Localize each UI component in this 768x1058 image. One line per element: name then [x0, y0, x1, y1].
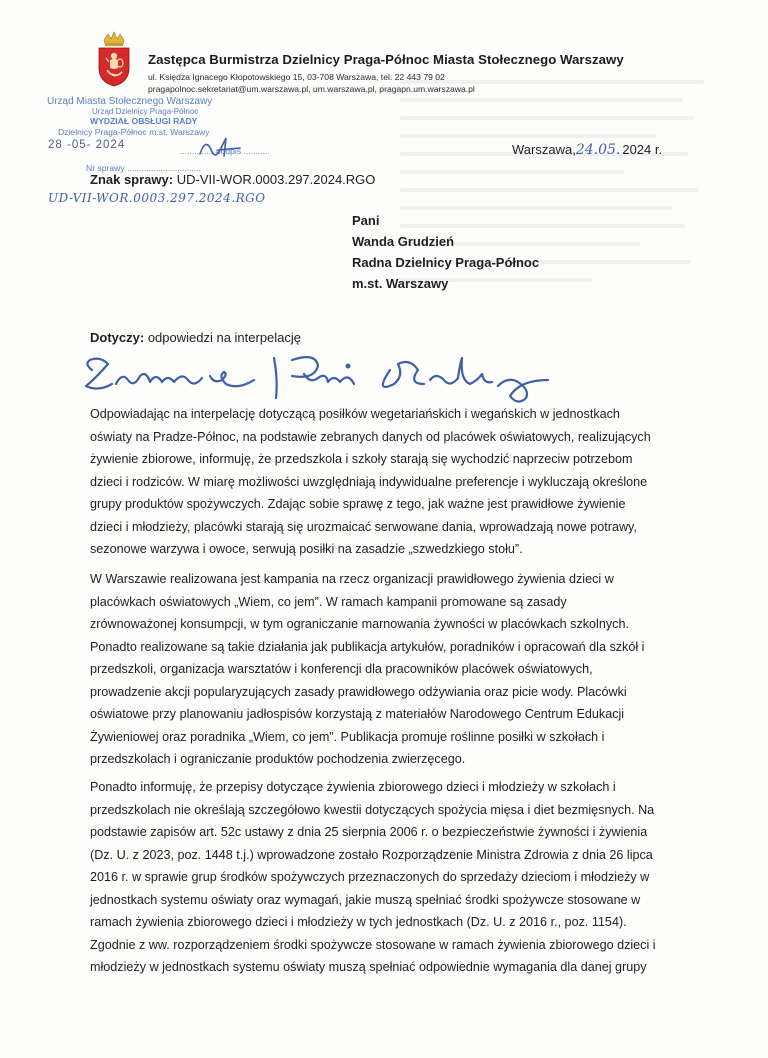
reverse-side-bleed [400, 80, 720, 350]
subject-line [90, 330, 301, 345]
case-reference [90, 172, 375, 187]
date-year: 2024 r. [622, 142, 663, 157]
addressee-role: Radna Dzielnicy Praga-Północ [352, 255, 540, 270]
stamp-signature-line: .............. podpis ........... [180, 146, 270, 156]
issuer-emails: pragapolnoc.sekretariat@um.warszawa.pl, um.warszawa.pl, pragapn.um.warszawa.pl [148, 84, 475, 94]
place-date [512, 142, 662, 158]
paragraph-1 [90, 403, 680, 561]
paragraph-line: dzieci i rodziców. W miarę możliwości uwzględniają indywidualne preferencje i wykluczają określone [90, 474, 648, 489]
paragraph-line: placówkach oświatowych „Wiem, co jem”. W ramach kampanii promowane są zasady [90, 594, 567, 609]
paragraph-line: ramach żywienia zbiorowego dzieci i młodzieży w tych jednostkach (Dz. U. z 2016 r., poz. 1154). [90, 915, 627, 929]
paragraph-line: przedszkolach nie określają szczegółowo kwestii dotyczących spożycia mięsa i diet bezmięsnych. Na [90, 802, 655, 817]
case-reference-label: Znak sprawy: [90, 172, 174, 187]
case-reference-value: UD-VII-WOR.0003.297.2024.RGO [176, 172, 376, 187]
stamp-organization: Urząd Miasta Stołecznego Warszawy [47, 96, 213, 107]
stamp-district-office: Urząd Dzielnicy Praga-Północ [92, 107, 199, 116]
paragraph-line: oświaty na Pradze-Północ, na podstawie zebranych danych od placówek oświatowych, realizujących [90, 429, 651, 444]
paragraph-line: 2016 r. w sprawie grup środków spożywczych przeznaczonych do sprzedaży dzieciom i młodzieży w [90, 870, 650, 884]
subject-label: Dotyczy: [90, 330, 145, 345]
paragraph-3 [90, 776, 680, 979]
paragraph-line: (Dz. U. z 2023, poz. 1448 t.j.) wprowadzone zostało Rozporządzenie Ministra Zdrowia z dnia 26 lipca [90, 847, 653, 862]
paragraph-line: Ponadto informuję, że przepisy dotyczące żywienia zbiorowego dzieci i młodzieży w szkołach i [90, 780, 616, 794]
addressee-name: Wanda Grudzień [352, 234, 455, 249]
paragraph-line: Odpowiadając na interpelację dotyczącą posiłków wegetariańskich i wegańskich w jednostkach [90, 407, 620, 421]
paragraph-line: sezonowe warzywa i owoce, serwują posiłki na zasadzie „szwedzkiego stołu”. [90, 542, 523, 556]
stamp-initials-icon [196, 132, 246, 162]
issuer-address: ul. Księdza Ignacego Kłopotowskiego 15, 03-708 Warszawa, tel. 22 443 79 02 [148, 72, 445, 82]
paragraph-line: Żywieniowej oraz poradnika „Wiem, co jem”. Publikacja promuje roślinne posiłki w szkołach i [90, 729, 605, 744]
stamp-department: WYDZIAŁ OBSŁUGI RADY [90, 116, 198, 126]
paragraph-line: żywienie zbiorowe, informuję, że przedszkola i szkoły starają się wychodzić naprzeciw potrzebom [90, 452, 633, 466]
paragraph-line: Ponadto realizowane są takie działania jak publikacja artykułów, poradników i opracowań dla szkół i [90, 639, 645, 654]
paragraph-line: zrównoważonej konsumpcji, w tym ograniczanie marnowania żywności w placówkach szkolnych. [90, 617, 629, 631]
paragraph-line: młodzieży w jednostkach systemu oświaty muszą spełniać odpowiednie wymagania dla danej grupy [90, 960, 647, 974]
paragraph-2 [90, 568, 680, 771]
paragraph-line: Zgodnie z ww. rozporządzeniem środki spożywcze stosowane w ramach żywienia zbiorowego dzieci i [90, 937, 656, 952]
paragraph-line: podstawie zapisów art. 52c ustawy z dnia 25 sierpnia 2006 r. o bezpieczeństwie żywności i żywienia [90, 825, 648, 839]
paragraph-line: przedszkolach i ograniczanie produktów pochodzenia zwierzęcego. [90, 752, 466, 766]
paragraph-line: przedszkoli, organizacja warsztatów i konferencji dla pracowników placówek oświatowych, [90, 662, 593, 676]
handwritten-date: 24.05. [575, 142, 621, 158]
subject-value: odpowiedzi na interpelację [147, 330, 302, 345]
paragraph-line: oświatowe przy planowaniu jadłospisów korzystają z materiałów Narodowego Centrum Edukacji [90, 707, 625, 721]
paragraph-line: grupy produktów spożywczych. Zdając sobie sprawę z tego, jak ważne jest prawidłowe żywienie [90, 497, 626, 511]
stamp-case-number-line: Nr sprawy ............................... [86, 163, 202, 173]
addressee-salutation: Pani [352, 213, 380, 228]
paragraph-line: prowadzenie akcji popularyzujących zasady prawidłowego odżywiania oraz picie wody. Placówki [90, 684, 627, 699]
issuer-title: Zastępca Burmistrza Dzielnicy Praga-Północ Miasta Stołecznego Warszawy [148, 52, 624, 67]
paragraph-line: dzieci i młodzieży, placówki starają się urozmaicać serwowane dania, wprowadzają nowe potrawy, [90, 519, 637, 534]
paragraph-line: W Warszawie realizowana jest kampania na rzecz organizacji prawidłowego żywienia dzieci w [90, 572, 614, 586]
paragraph-line: jednostkach systemu oświaty oraz wymagań, jakie muszą spełniać środki spożywcze stosowane w [90, 892, 641, 907]
addressee-city: m.st. Warszawy [352, 276, 449, 291]
handwritten-case-reference: UD-VII-WOR.0003.297.2024.RGO [48, 191, 266, 205]
stamp-date: 28 -05- 2024 [48, 139, 126, 151]
city-name: Warszawa, [512, 142, 576, 157]
handwritten-greeting-icon [78, 350, 598, 410]
stamp-service: Dzielnicy Praga-Północ m.st. Warszawy [58, 127, 210, 137]
warsaw-crest-icon [96, 30, 132, 88]
